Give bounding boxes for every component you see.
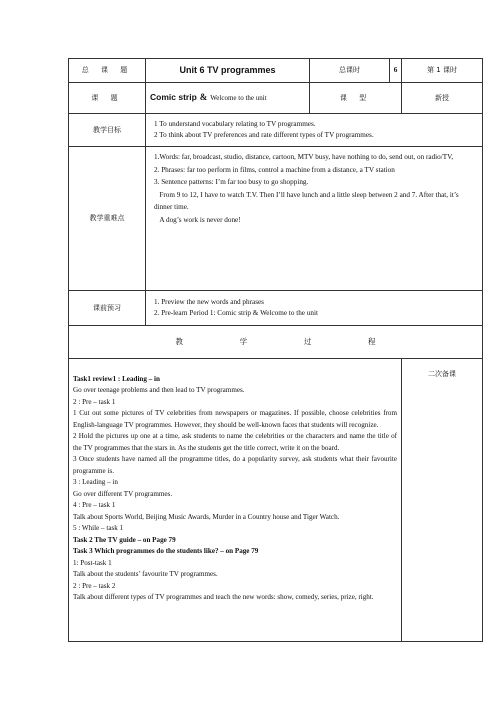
topic-cell bbox=[146, 83, 310, 113]
label-total-topic: 总 课 题 bbox=[81, 66, 133, 75]
row-process-header bbox=[69, 326, 482, 359]
key-point-line: 3. Sentence patterns: I’m far too busy to go shopping. bbox=[154, 178, 309, 187]
lesson-type: 新授 bbox=[435, 93, 449, 102]
process-header-char: 学 bbox=[239, 337, 248, 347]
process-line: 3 Once students have named all the programme titles, do a popularity survey, ask students what their favourite programme is. bbox=[73, 455, 397, 475]
goals-label-cell bbox=[69, 114, 146, 146]
process-line: 2 : Pre – task 2 bbox=[73, 581, 116, 590]
lesson-number-cell bbox=[402, 59, 482, 82]
row-goals bbox=[69, 114, 482, 147]
unit-title: Unit 6 TV programmes bbox=[179, 64, 276, 75]
process-header-char: 教 bbox=[175, 337, 183, 347]
row-process-body bbox=[69, 359, 482, 641]
total-hours-value: 6 bbox=[393, 65, 398, 74]
key-points-label: 教学重难点 bbox=[89, 214, 125, 223]
process-header bbox=[176, 336, 376, 348]
goal-line: 2 To think about TV preferences and rate different types of TV programmes. bbox=[154, 131, 374, 139]
preview-line: 2. Pre-learn Period 1: Comic strip & Welcome to the unit bbox=[154, 309, 318, 317]
process-line: 3 : Leading – in bbox=[73, 478, 118, 487]
key-points-content bbox=[146, 147, 482, 290]
process-line: Talk about the students’ favourite TV programmes. bbox=[73, 570, 218, 579]
row-topic bbox=[69, 83, 482, 114]
label-type-cell bbox=[310, 83, 402, 113]
label-type: 课 型 bbox=[339, 93, 372, 102]
process-line: 5 : While – task 1 bbox=[73, 524, 124, 533]
process-line: 2 : Pre – task 1 bbox=[73, 397, 116, 406]
second-prep-cell bbox=[402, 359, 482, 641]
process-line: 1 Cut out some pictures of TV celebrities from newspapers or magazines. If possible, choose celebrities from English-language TV programmes. However, they should be well-known faces that students will recognize. bbox=[73, 409, 397, 429]
process-line: Go over teenage problems and then lead to TV programmes. bbox=[73, 386, 245, 395]
label-topic: 课 题 bbox=[91, 93, 123, 102]
key-point-line: 1.Words: far, broadcast, studio, distance, cartoon, MTV busy, have nothing to do, send out, on radio/TV, bbox=[154, 153, 454, 161]
row-key-points bbox=[69, 147, 482, 291]
process-line: 4 : Pre – task 1 bbox=[73, 501, 116, 510]
topic-ampersand: & bbox=[199, 92, 208, 103]
key-point-line: 2. Phrases: far too perform in films, control a machine from a distance, a TV station bbox=[154, 165, 395, 174]
preview-label: 课前预习 bbox=[93, 303, 121, 312]
process-header-char: 程 bbox=[367, 337, 376, 347]
label-topic-cell bbox=[69, 83, 146, 113]
label-total-hours-cell bbox=[310, 59, 390, 82]
topic-rest: Welcome to the unit bbox=[210, 93, 267, 102]
process-line: Task 2 The TV guide – on Page 79 bbox=[73, 535, 176, 544]
process-line: 1: Post-task 1 bbox=[73, 558, 112, 567]
label-total-topic-cell bbox=[69, 59, 146, 82]
goals-label: 教学目标 bbox=[93, 125, 121, 134]
total-hours-cell bbox=[390, 59, 402, 82]
process-line: Go over different TV programmes. bbox=[73, 489, 173, 498]
preview-line: 1. Preview the new words and phrases bbox=[154, 297, 264, 306]
process-line: Talk about Sports World, Beijing Music Awards, Murder in a Country house and Tiger Watch. bbox=[73, 512, 340, 521]
unit-title-cell bbox=[146, 59, 310, 82]
process-content bbox=[69, 359, 402, 641]
key-points-label-cell bbox=[69, 147, 146, 290]
label-total-hours: 总课时 bbox=[339, 66, 360, 75]
lesson-type-cell bbox=[402, 83, 482, 113]
process-header-cell bbox=[69, 326, 482, 358]
process-line: Task 3 Which programmes do the students like? – on Page 79 bbox=[73, 547, 259, 556]
key-point-line: From 9 to 12, I have to watch T.V. Then I’ll have lunch and a little sleep between 2 and 7. After that, it’s dinner time. bbox=[154, 190, 461, 212]
goal-line: 1 To understand vocabulary relating to TV programmes. bbox=[154, 119, 316, 128]
process-line: Talk about different types of TV programmes and teach the new words: show, comedy, series, prize, right. bbox=[73, 593, 374, 602]
lesson-plan-table bbox=[68, 58, 483, 642]
process-line: Task1 review1 : Leading – in bbox=[73, 375, 160, 383]
process-header-char: 过 bbox=[303, 337, 312, 347]
preview-label-cell bbox=[69, 291, 146, 325]
row-preview bbox=[69, 291, 482, 326]
topic-main: Comic strip bbox=[150, 92, 197, 103]
preview-content bbox=[146, 291, 482, 325]
key-point-line: A dog’s work is never done! bbox=[154, 215, 241, 224]
lesson-number: 第 1 课时 bbox=[427, 66, 457, 75]
process-line: 2 Hold the pictures up one at a time, ask students to name the celebrities or the characters and name the title of the TV programmes that the stars in. As the students get the title correct, write it on the board. bbox=[73, 432, 397, 452]
goals-content bbox=[146, 114, 482, 146]
row-total-topic bbox=[69, 59, 482, 83]
second-prep-label: 二次备课 bbox=[428, 370, 456, 378]
